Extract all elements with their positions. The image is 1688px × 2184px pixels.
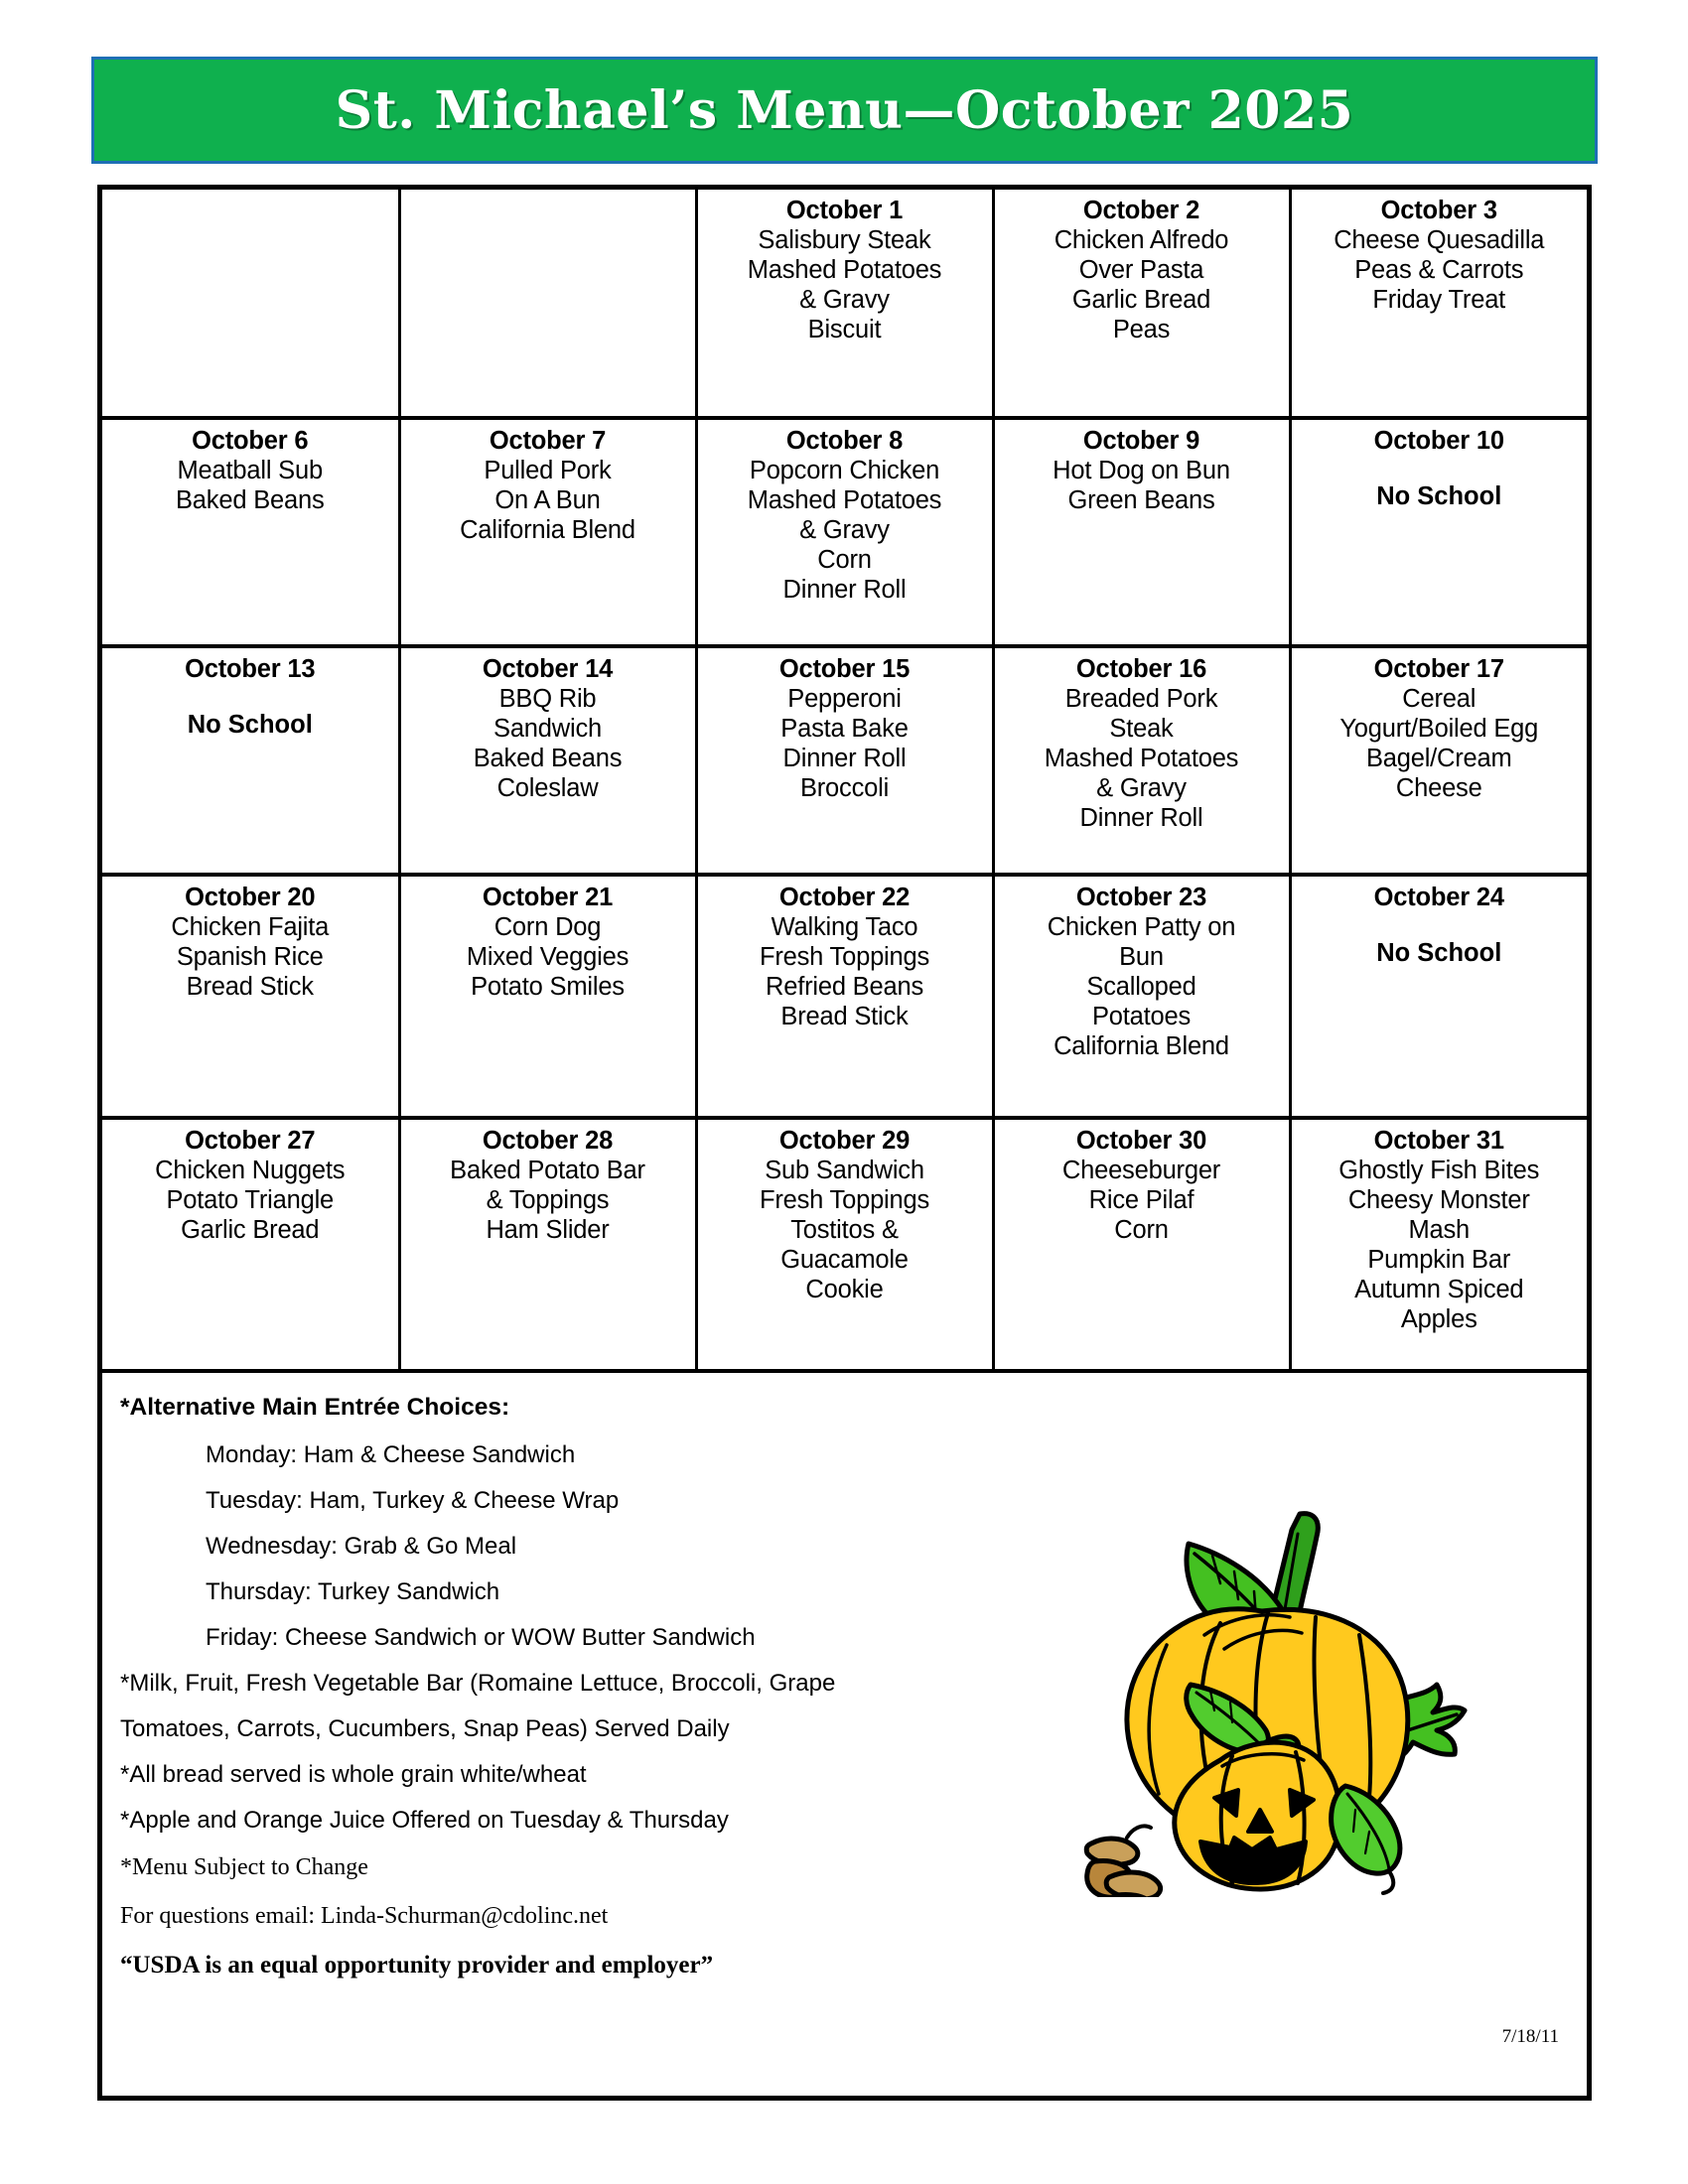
no-school-label: No School [1376,939,1502,968]
alternative-monday: Monday: Ham & Cheese Sandwich [206,1441,576,1468]
calendar-week-row [102,190,1587,418]
calendar-cell[interactable] [1290,646,1587,875]
cell-date: October 15 [778,655,911,683]
calendar-cell[interactable] [399,1118,696,1371]
menu-item: Garlic Bread [1071,286,1211,315]
cell-date: October 2 [1082,197,1200,224]
menu-item: & Toppings [486,1186,610,1215]
cell-items [702,684,988,803]
menu-item: Potato Smiles [471,973,625,1002]
calendar-cell[interactable] [696,190,993,418]
cell-items [999,456,1285,515]
acorn-stem [1127,1826,1151,1838]
menu-item: Salisbury Steak [758,226,931,255]
calendar-cell[interactable] [102,418,399,646]
menu-item: Refried Beans [766,973,923,1002]
cell-date: October 17 [1373,655,1504,683]
contact-email-note[interactable]: For questions email: Linda-Schurman@cdolinc.net [120,1903,609,1929]
cell-items [1296,684,1584,803]
menu-item: Pulled Pork [484,457,612,485]
calendar-cell[interactable] [993,418,1290,646]
calendar-cell[interactable] [993,646,1290,875]
cell-items [405,456,691,545]
cell-items [106,1156,394,1245]
menu-item: Cheeseburger [1061,1157,1221,1185]
menu-item: Scalloped [1086,973,1196,1002]
cell-date: October 7 [489,427,607,455]
menu-item: Baked Beans [473,745,623,773]
calendar-cell[interactable] [696,646,993,875]
usda-statement: “USDA is an equal opportunity provider and employer” [120,1952,714,1979]
menu-item: Pasta Bake [780,715,909,744]
menu-item: Ham Slider [486,1216,610,1245]
cell-items [106,456,394,515]
menu-item: Cheesy Monster [1347,1186,1530,1215]
revision-datestamp: 7/18/11 [1501,2026,1559,2047]
menu-item: Bread Stick [186,973,314,1002]
document-frame [97,185,1592,2101]
alternative-entree-heading: *Alternative Main Entrée Choices: [120,1394,510,1421]
menu-item: Walking Taco [771,913,918,942]
calendar-week-row [102,875,1587,1118]
cell-items [106,912,394,1002]
calendar-week-row [102,418,1587,646]
menu-item: Mashed Potatoes [747,256,942,285]
menu-item: Sub Sandwich [765,1157,924,1185]
calendar-cell[interactable] [993,1118,1290,1371]
cell-items [1296,225,1584,315]
menu-item: California Blend [1054,1032,1229,1061]
cell-items [405,912,691,1002]
cell-items [405,684,691,803]
cell-date: October 10 [1373,427,1504,455]
menu-item: Pumpkin Bar [1367,1246,1511,1275]
menu-item: Potatoes [1091,1003,1192,1031]
menu-item: Green Beans [1067,486,1215,515]
cell-items [999,1156,1285,1245]
alternative-wednesday: Wednesday: Grab & Go Meal [206,1533,517,1560]
cell-date: October 8 [785,427,904,455]
menu-item: Ghostly Fish Bites [1338,1157,1540,1185]
cell-date: October 20 [185,884,316,911]
cell-items [405,1156,691,1245]
menu-item: Over Pasta [1078,256,1204,285]
menu-item: Popcorn Chicken [749,457,940,485]
cell-date: October 30 [1075,1127,1207,1155]
pumpkin-leaf-right [1332,1786,1400,1873]
menu-item: Hot Dog on Bun [1053,457,1230,485]
page-title: St. Michael’s Menu—October 2025 [335,79,1354,141]
menu-item: Peas [1112,316,1171,344]
menu-item: Cheese Quesadilla [1334,226,1545,255]
calendar-cell[interactable] [696,418,993,646]
menu-item: BBQ Rib [498,685,597,714]
subject-to-change-note: *Menu Subject to Change [120,1854,368,1880]
cell-date: October 9 [1082,427,1200,455]
menu-item: Chicken Patty on [1047,913,1236,942]
menu-item: Chicken Fajita [171,913,330,942]
cell-items [999,684,1285,833]
calendar-cell[interactable] [1290,1118,1587,1371]
cell-date: October 27 [185,1127,316,1155]
calendar-cell[interactable] [399,875,696,1118]
menu-item: Fresh Toppings [759,943,930,972]
calendar-week-row [102,646,1587,875]
menu-item: Meatball Sub [177,457,323,485]
cell-date: October 14 [482,655,614,683]
vegetable-bar-note-line1: *Milk, Fruit, Fresh Vegetable Bar (Romaine Lettuce, Broccoli, Grape [120,1670,836,1697]
calendar-body [102,190,1587,1371]
calendar-cell[interactable] [993,875,1290,1118]
cell-items [999,912,1285,1061]
menu-item: Baked Beans [176,486,325,515]
calendar-cell[interactable] [102,190,399,418]
cell-items [1296,1156,1584,1334]
menu-item: Yogurt/Boiled Egg [1339,715,1539,744]
menu-item: & Gravy [799,516,890,545]
cell-date: October 28 [482,1127,614,1155]
menu-item: Breaded Pork [1064,685,1218,714]
menu-item: Peas & Carrots [1354,256,1524,285]
menu-item: Chicken Nuggets [155,1157,346,1185]
menu-item: Mash [1408,1216,1471,1245]
cell-date: October 21 [482,884,614,911]
pumpkin-illustration [1055,1500,1473,1897]
menu-item: Dinner Roll [782,745,907,773]
cell-items [702,225,988,344]
alternative-friday: Friday: Cheese Sandwich or WOW Butter Sandwich [206,1624,756,1651]
calendar-cell[interactable] [102,646,399,875]
menu-item: Sandwich [493,715,602,744]
pumpkin-icon [1055,1500,1473,1897]
bread-note: *All bread served is whole grain white/wheat [120,1761,587,1788]
vegetable-bar-note-line2: Tomatoes, Carrots, Cucumbers, Snap Peas) Served Daily [120,1715,730,1742]
menu-item: Tostitos & [790,1216,899,1245]
cell-date: October 31 [1373,1127,1504,1155]
cell-date: October 23 [1075,884,1207,911]
menu-item: Cereal [1402,685,1477,714]
cell-items [702,456,988,605]
menu-item: & Gravy [1096,774,1187,803]
cell-items [702,1156,988,1304]
no-school-label: No School [187,711,313,740]
menu-item: Spanish Rice [176,943,324,972]
menu-item: Mixed Veggies [466,943,630,972]
menu-item: Fresh Toppings [759,1186,930,1215]
menu-item: Chicken Alfredo [1054,226,1229,255]
cell-date: October 16 [1075,655,1207,683]
menu-item: Friday Treat [1372,286,1506,315]
menu-item: Guacamole [780,1246,909,1275]
menu-item: California Blend [460,516,635,545]
cell-date: October 24 [1373,884,1504,911]
menu-item: Garlic Bread [181,1216,320,1245]
alternative-thursday: Thursday: Turkey Sandwich [206,1578,500,1605]
calendar-cell[interactable] [102,1118,399,1371]
calendar-cell[interactable] [399,418,696,646]
no-school-label: No School [1376,482,1502,511]
menu-item: Corn Dog [493,913,602,942]
menu-item: Pepperoni [787,685,902,714]
menu-item: Dinner Roll [782,576,907,605]
menu-item: On A Bun [494,486,601,515]
menu-calendar-table [102,190,1587,1373]
cell-date: October 29 [778,1127,911,1155]
calendar-cell[interactable] [993,190,1290,418]
calendar-cell[interactable] [1290,875,1587,1118]
menu-item: & Gravy [799,286,890,315]
cell-date: October 13 [185,655,316,683]
calendar-cell[interactable] [399,646,696,875]
menu-item: Baked Potato Bar [450,1157,645,1185]
menu-item: Dinner Roll [1079,804,1203,833]
cell-date: October 3 [1380,197,1497,224]
calendar-week-row [102,1118,1587,1371]
menu-item: Autumn Spiced [1354,1276,1524,1304]
title-banner-container [91,57,1598,164]
menu-item: Rice Pilaf [1088,1186,1195,1215]
menu-item: Bagel/Cream [1365,745,1512,773]
menu-item: Bread Stick [780,1003,909,1031]
menu-item: Biscuit [807,316,882,344]
menu-item: Potato Triangle [166,1186,335,1215]
menu-item: Coleslaw [496,774,599,803]
alternative-tuesday: Tuesday: Ham, Turkey & Cheese Wrap [206,1487,620,1514]
menu-item: Cheese [1395,774,1482,803]
calendar-cell[interactable] [399,190,696,418]
menu-item: Mashed Potatoes [1044,745,1239,773]
calendar-cell[interactable] [696,875,993,1118]
calendar-cell[interactable] [696,1118,993,1371]
menu-item: Steak [1109,715,1174,744]
menu-item: Corn [817,546,872,575]
juice-note: *Apple and Orange Juice Offered on Tuesday & Thursday [120,1807,729,1834]
cell-items [999,225,1285,344]
cell-date: October 6 [192,427,309,455]
menu-item: Broccoli [799,774,890,803]
menu-item: Bun [1119,943,1164,972]
calendar-cell[interactable] [1290,418,1587,646]
cell-items [702,912,988,1031]
calendar-cell[interactable] [1290,190,1587,418]
cell-date: October 1 [785,197,904,224]
calendar-cell[interactable] [102,875,399,1118]
menu-item: Corn [1114,1216,1169,1245]
cell-date: October 22 [778,884,911,911]
menu-item: Cookie [805,1276,884,1304]
title-banner [91,57,1598,164]
menu-item: Apples [1400,1305,1477,1334]
menu-item: Mashed Potatoes [747,486,942,515]
